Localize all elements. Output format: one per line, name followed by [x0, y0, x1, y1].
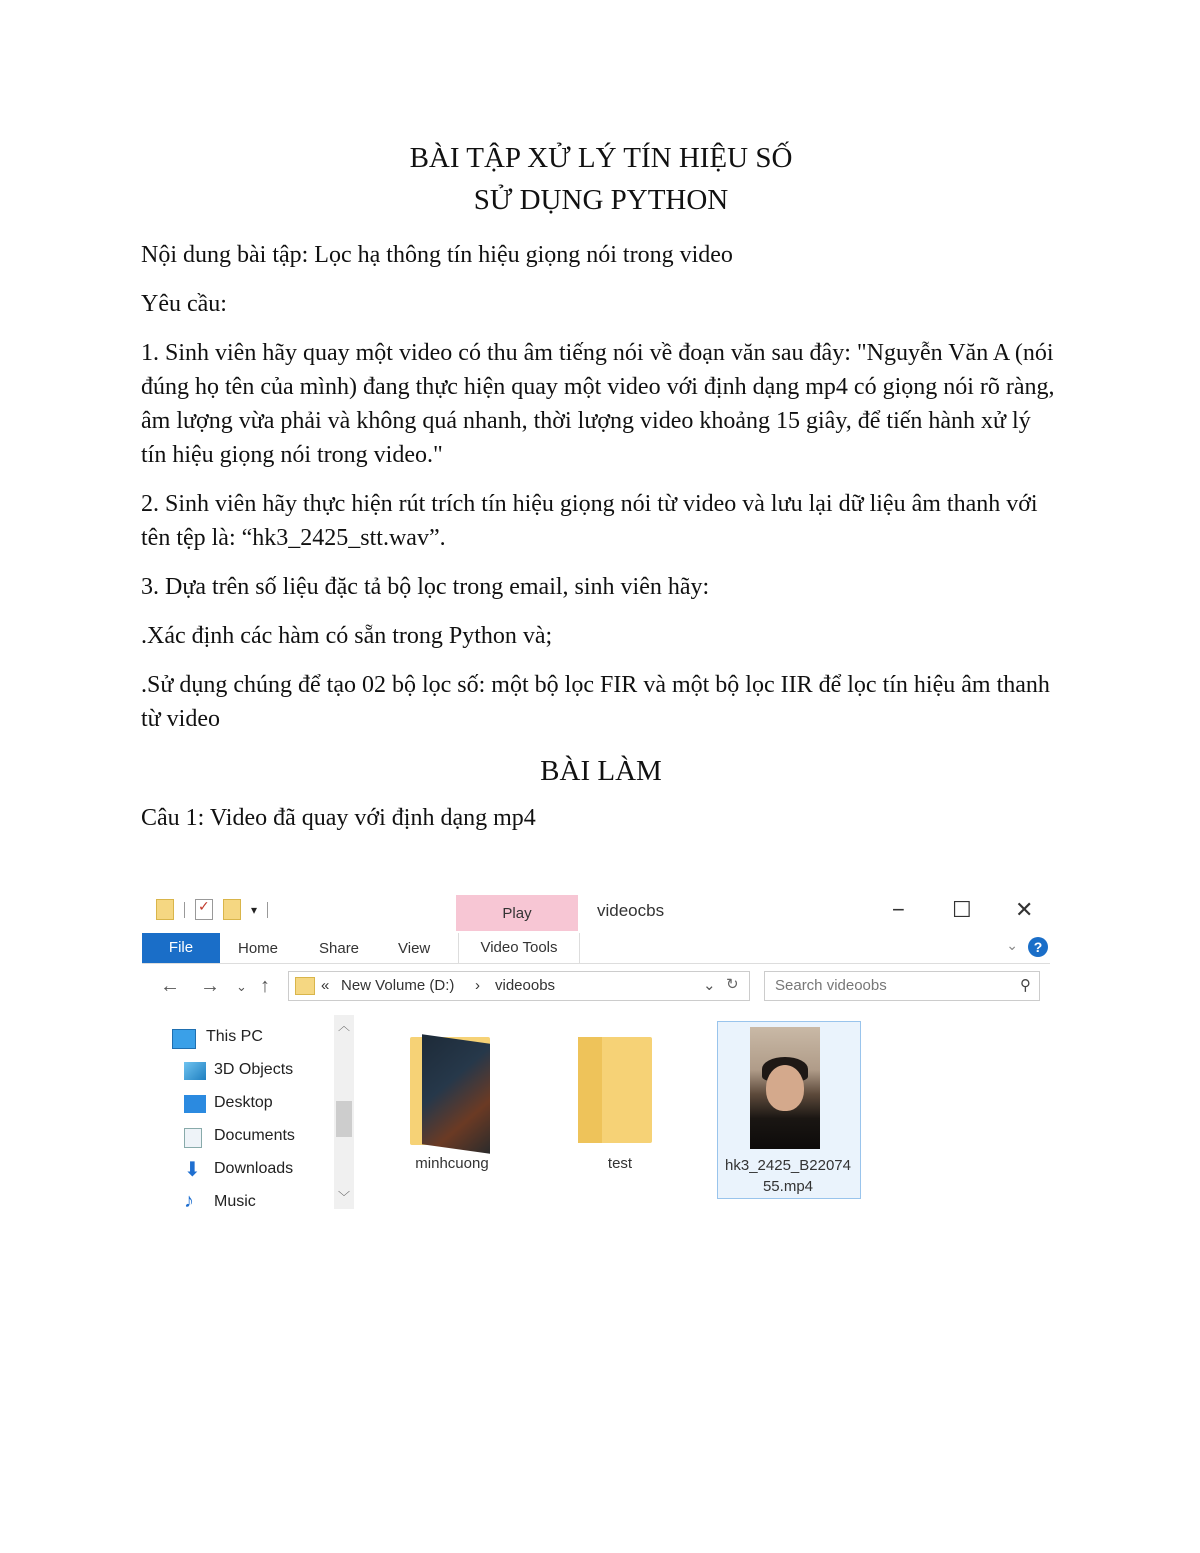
properties-icon[interactable] — [195, 899, 213, 920]
document-title-line2: SỬ DỤNG PYTHON — [473, 184, 729, 216]
address-row — [142, 971, 1050, 1003]
refresh-icon[interactable]: ↻ — [726, 976, 739, 993]
file-explorer-screenshot — [142, 889, 1050, 1211]
minimize-icon[interactable]: − — [892, 897, 905, 922]
tree-item-this-pc[interactable] — [172, 1025, 342, 1058]
tree-item-label: 3D Objects — [214, 1061, 294, 1078]
navigation-pane — [172, 1025, 342, 1211]
document-title-line1: BÀI TẬP XỬ LÝ TÍN HIỆU SỐ — [409, 142, 793, 174]
tree-item-label: Downloads — [214, 1160, 294, 1177]
desktop-icon — [184, 1095, 206, 1113]
question-1: Câu 1: Video đã quay với định dạng mp4 — [141, 805, 536, 831]
folder-preview-image — [422, 1034, 490, 1154]
tab-video-tools[interactable]: Video Tools — [458, 933, 580, 963]
folder-icon — [295, 977, 315, 995]
help-icon[interactable]: ? — [1028, 937, 1048, 957]
download-arrow-icon: ⬇ — [184, 1159, 201, 1181]
tree-item-documents[interactable] — [184, 1124, 342, 1157]
folder-back-shape — [578, 1037, 602, 1143]
content-line: Nội dung bài tập: Lọc hạ thông tín hiệu giọng nói trong video — [141, 242, 733, 268]
file-name — [720, 1155, 856, 1197]
search-icon: ⚲ — [1020, 977, 1031, 994]
requirement-2: 2. Sinh viên hãy thực hiện rút trích tín hiệu giọng nói từ video và lưu lại dữ liệu âm thanh với tên tệp là: “hk3_2425_stt.wav”. — [141, 491, 1038, 551]
address-bar[interactable] — [288, 971, 750, 1001]
breadcrumb-folder[interactable]: videoobs — [495, 977, 556, 994]
scrollbar-thumb[interactable] — [336, 1101, 352, 1137]
chevron-down-icon[interactable]: ⌄ — [1006, 937, 1018, 953]
cube-icon — [184, 1062, 206, 1080]
tree-item-3d-objects[interactable] — [184, 1058, 342, 1091]
answer-heading: BÀI LÀM — [540, 755, 662, 787]
music-note-icon: ♪ — [184, 1190, 194, 1211]
search-input[interactable] — [764, 971, 1040, 1001]
requirements-label: Yêu cầu: — [141, 291, 227, 317]
tab-file[interactable]: File — [142, 933, 220, 963]
maximize-icon[interactable]: ☐ — [952, 897, 972, 922]
nav-scrollbar[interactable] — [334, 1015, 354, 1209]
tab-home[interactable]: Home — [238, 940, 279, 957]
tree-item-label: Desktop — [214, 1094, 273, 1111]
document-body — [141, 138, 1061, 850]
file-name-line2: 55.mp4 — [762, 1178, 814, 1195]
chevron-down-icon[interactable]: ⌄ — [703, 977, 716, 994]
folder-name: minhcuong — [415, 1155, 489, 1172]
toolbar-divider — [184, 902, 185, 918]
chevron-down-icon[interactable]: ﹀ — [338, 1190, 351, 1204]
tree-item-downloads[interactable] — [184, 1157, 342, 1190]
tab-share[interactable]: Share — [319, 940, 360, 957]
tree-item-label: Documents — [214, 1127, 295, 1144]
back-arrow-icon[interactable]: ← — [160, 975, 180, 997]
file-name-line1: hk3_2425_B22074 — [725, 1157, 851, 1174]
breadcrumb-prefix[interactable]: « — [321, 977, 330, 994]
search-placeholder: Search videoobs — [775, 977, 887, 994]
close-icon[interactable]: ✕ — [1015, 897, 1034, 922]
tree-item-music[interactable] — [184, 1190, 342, 1211]
requirement-3: 3. Dựa trên số liệu đặc tả bộ lọc trong email, sinh viên hãy: — [141, 574, 710, 600]
folder-name: test — [607, 1155, 633, 1172]
breadcrumb-separator: › — [475, 977, 480, 994]
computer-icon — [172, 1029, 196, 1049]
quick-access-toolbar — [156, 899, 268, 920]
toolbar-divider — [267, 902, 268, 918]
window-title: videocbs — [597, 901, 665, 920]
chevron-down-icon[interactable]: ⌄ — [236, 979, 247, 994]
tab-view[interactable]: View — [398, 940, 431, 957]
chevron-down-icon[interactable]: ▾ — [251, 902, 258, 917]
title-bar — [142, 889, 1050, 933]
document-icon — [184, 1128, 202, 1148]
folder-icon[interactable] — [156, 899, 174, 920]
chevron-up-icon[interactable]: ︿ — [338, 1019, 351, 1033]
tree-item-desktop[interactable] — [184, 1091, 342, 1124]
requirement-1: 1. Sinh viên hãy quay một video có thu âm tiếng nói về đoạn văn sau đây: "Nguyễn Văn A (nói đúng họ tên của mình) đang thực hiện quay một video với định dạng mp4 có giọng nói rõ ràng, âm lượng vừa phải và không quá nhanh, thời lượng video khoảng 15 giây, để tiến hành xử lý tín hiệu giọng nói trong video." — [141, 340, 1055, 468]
new-folder-icon[interactable] — [223, 899, 241, 920]
requirement-3b: .Sử dụng chúng để tạo 02 bộ lọc số: một bộ lọc FIR và một bộ lọc IIR để lọc tín hiệu âm thanh từ video — [141, 672, 1050, 732]
breadcrumb-drive[interactable]: New Volume (D:) — [341, 977, 455, 994]
thumbnail-face — [766, 1065, 804, 1111]
ribbon-tabs — [142, 933, 1050, 964]
tab-play[interactable]: Play — [456, 895, 578, 931]
tree-item-label: This PC — [206, 1028, 263, 1045]
up-arrow-icon[interactable]: ↑ — [260, 975, 270, 997]
forward-arrow-icon[interactable]: → — [200, 975, 220, 997]
requirement-3a: .Xác định các hàm có sẵn trong Python và; — [141, 623, 553, 649]
tree-item-label: Music — [214, 1193, 256, 1210]
